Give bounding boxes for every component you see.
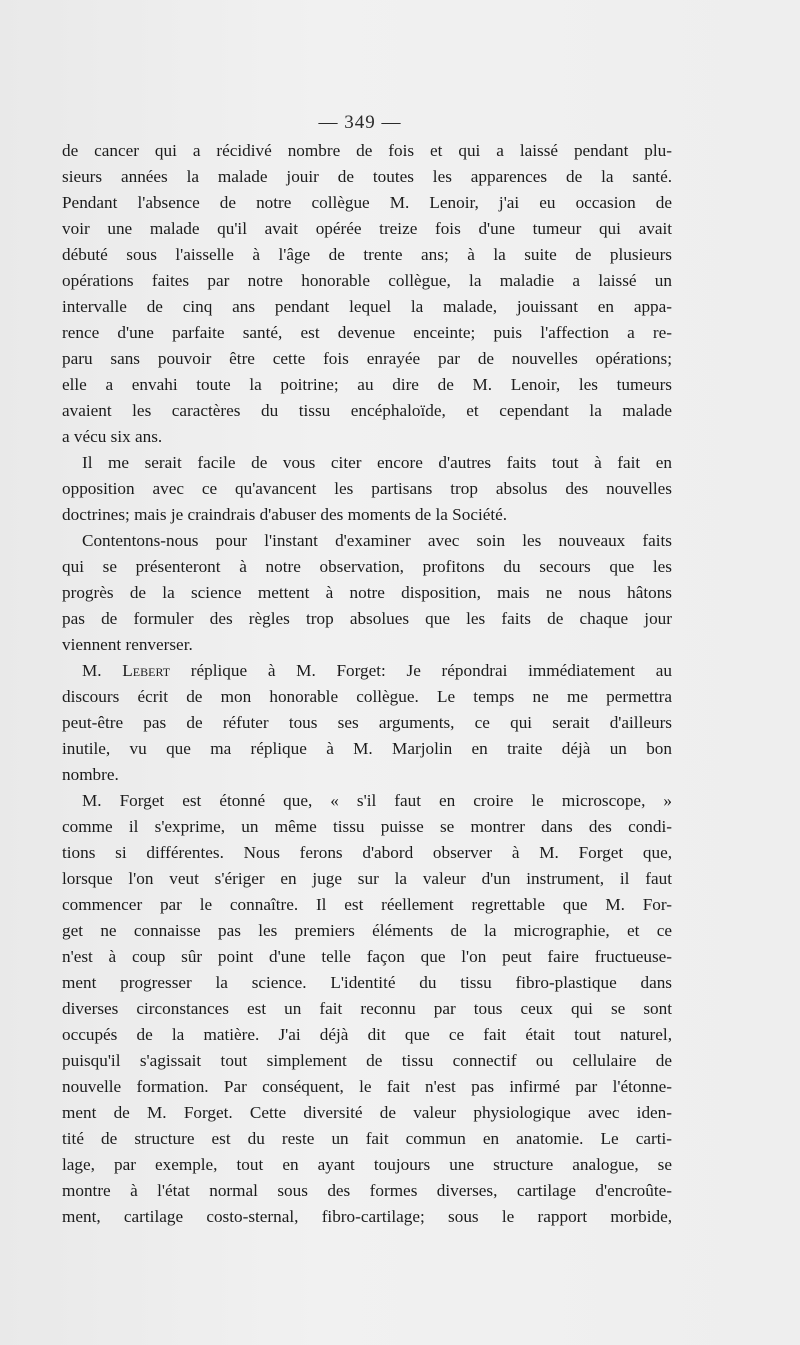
text-line: Contentons-nous pour l'instant d'examiner avec soin les nouveaux faits [82,531,672,550]
text-line: get ne connaisse pas les premiers éléments de la micrographie, et ce [62,921,672,940]
text-line: ment, cartilage costo-sternal, fibro-cartilage; sous le rapport morbide, [62,1207,672,1226]
text-line: peut-être pas de réfuter tous ses arguments, ce qui serait d'ailleurs [62,713,672,732]
text-line: tions si différentes. Nous ferons d'abord observer à M. Forget que, [62,843,672,862]
text-line: débuté sous l'aisselle à l'âge de trente ans; à la suite de plusieurs [62,245,672,264]
text-line: viennent renverser. [62,635,193,654]
text-line: lage, par exemple, tout en ayant toujours une structure analogue, se [62,1155,672,1174]
text-line: voir une malade qu'il avait opérée treize fois d'une tumeur qui avait [62,219,672,238]
paragraph-5 [62,788,672,1230]
text-line: n'est à coup sûr point d'une telle façon que l'on peut faire fructueuse- [62,947,672,966]
text-line: rence d'une parfaite santé, est devenue enceinte; puis l'affection a re- [62,323,672,342]
paragraph-4 [62,658,672,788]
body-text [62,138,672,1230]
text-line: discours écrit de mon honorable collègue. Le temps ne me permettra [62,687,672,706]
speaker-prefix: M. [82,661,123,680]
paragraph-3 [62,528,672,658]
text-line: tité de structure est du reste un fait commun en anatomie. Le carti- [62,1129,672,1148]
text-line: diverses circonstances est un fait reconnu par tous ceux qui se sont [62,999,672,1018]
text-line: de cancer qui a récidivé nombre de fois et qui a laissé pendant plu- [62,141,672,160]
text-line: commencer par le connaître. Il est réellement regrettable que M. For- [62,895,672,914]
paragraph-2 [62,450,672,528]
paragraph-1 [62,138,672,450]
text-line: occupés de la matière. J'ai déjà dit que ce fait était tout naturel, [62,1025,672,1044]
text-line: montre à l'état normal sous des formes diverses, cartilage d'encroûte- [62,1181,672,1200]
text-line: opérations faites par notre honorable collègue, la maladie a laissé un [62,271,672,290]
text-line: sieurs années la malade jouir de toutes les apparences de la santé. [62,167,672,186]
text-line: Il me serait facile de vous citer encore d'autres faits tout à fait en [82,453,672,472]
text-line: intervalle de cinq ans pendant lequel la malade, jouissant en appa- [62,297,672,316]
text-line: nouvelle formation. Par conséquent, le fait n'est pas infirmé par l'étonne- [62,1077,672,1096]
text-line [62,658,672,684]
text-line: opposition avec ce qu'avancent les partisans trop absolus des nouvelles [62,479,672,498]
text-line: nombre. [62,765,119,784]
text-line: doctrines; mais je craindrais d'abuser des moments de la Société. [62,505,508,524]
text-line: inutile, vu que ma réplique à M. Marjolin en traite déjà un bon [62,739,672,758]
text-line: M. Forget est étonné que, « s'il faut en croire le microscope, » [82,791,672,810]
text-line: ment progresser la science. L'identité du tissu fibro-plastique dans [62,973,672,992]
speaker-name: Lebert [122,661,171,680]
page-number: — 349 — [318,112,402,133]
text-line: comme il s'exprime, un même tissu puisse se montrer dans des condi- [62,817,672,836]
text-line: lorsque l'on veut s'ériger en juge sur la valeur d'un instrument, il faut [62,869,672,888]
text-line: qui se présenteront à notre observation, profitons du secours que les [62,557,672,576]
text-line: progrès de la science mettent à notre disposition, mais ne nous hâtons [62,583,672,602]
text-line: avaient les caractères du tissu encéphaloïde, et cependant la malade [62,401,672,420]
text-line: elle a envahi toute la poitrine; au dire de M. Lenoir, les tumeurs [62,375,672,394]
text-line: paru sans pouvoir être cette fois enrayée par de nouvelles opérations; [62,349,672,368]
speaker-line-rest: réplique à M. Forget: Je répondrai immédiatement au [170,661,672,680]
text-line: Pendant l'absence de notre collègue M. Lenoir, j'ai eu occasion de [62,193,672,212]
text-line: ment de M. Forget. Cette diversité de valeur physiologique avec iden- [62,1103,672,1122]
text-line: pas de formuler des règles trop absolues que les faits de chaque jour [62,609,672,628]
text-line: puisqu'il s'agissait tout simplement de tissu connectif ou cellulaire de [62,1051,672,1070]
text-line: a vécu six ans. [62,427,163,446]
